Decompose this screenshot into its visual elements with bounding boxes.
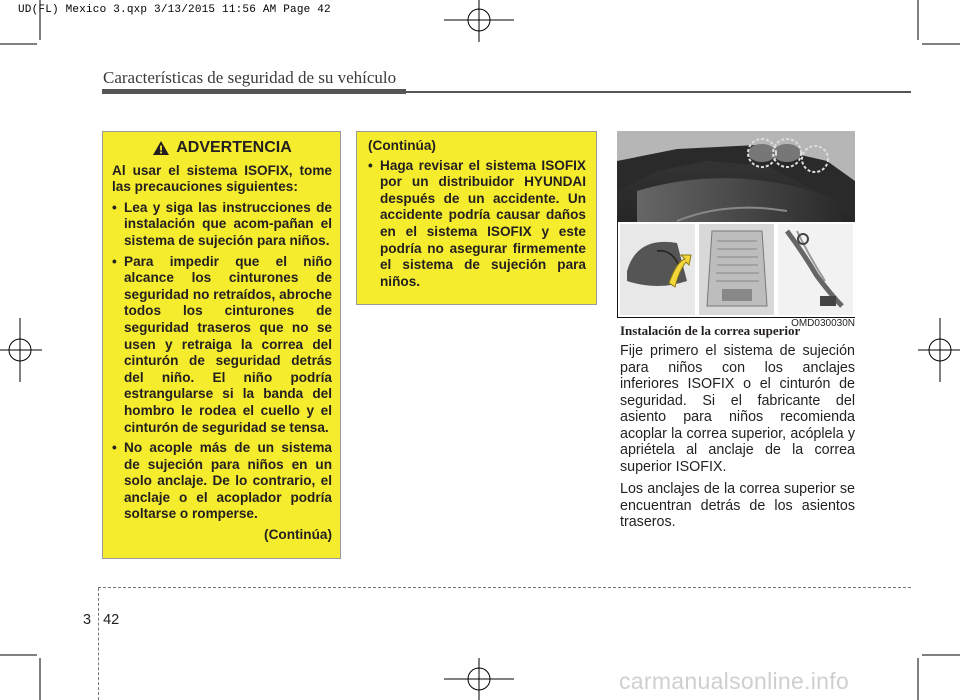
warning-box: [102, 131, 341, 559]
warning-cont-heading: (Continúa): [368, 138, 436, 153]
footer-divider: [98, 588, 99, 700]
footer-rule: [98, 587, 911, 588]
warning-continued: (Continúa): [264, 527, 332, 543]
site-watermark: carmanualsonline.info: [619, 668, 850, 694]
warning-cont-list: [368, 158, 586, 291]
title-rule-thin: [406, 91, 911, 93]
warning-heading-text: ADVERTENCIA: [176, 139, 292, 156]
chapter-number: 3: [83, 612, 92, 628]
warning-heading: [112, 140, 332, 157]
page-number-value: 42: [103, 612, 120, 628]
figure-caption: OMD030030N: [791, 318, 855, 329]
section-title: Características de seguridad de su vehículo: [103, 68, 397, 87]
warning-item: • No acople más de un sistema de sujeción para niños en un solo anclaje. De lo contrario, el anclaje o el acoplador podría soltarse o romperse.: [112, 440, 332, 523]
warning-box-continued: [356, 131, 597, 305]
paragraph: Fije primero el sistema de sujeción para niños con los anclajes inferiores ISOFIX o el cinturón de seguridad. Si el fabricante del asiento para niños recomienda acoplar la correa superior, acóplela y apriétela al anclaje de la correa superior ISOFIX.: [620, 343, 855, 475]
print-slug: UD(FL) Mexico 3.qxp 3/13/2015 11:56 AM Page 42: [18, 4, 331, 16]
warning-list: [112, 200, 332, 523]
page-number: [83, 612, 119, 628]
paragraph: Los anclajes de la correa superior se encuentran detrás de los asientos traseros.: [620, 481, 855, 530]
warning-item: • Para impedir que el niño alcance los cinturones de seguridad no retraídos, abroche todos los cinturones de seguridad traseros que no se usen y retraiga la correa del cinturón de seguridad detrás del niño. El niño podría estrangularse si la banda del hombro le rodea el cuello y el cinturón de seguridad se tensa.: [112, 254, 332, 437]
warning-item: • Lea y siga las instrucciones de instalación que acom-pañan el sistema de sujeción para niños.: [112, 200, 332, 250]
subheading: Instalación de la correa superior: [620, 323, 801, 338]
body-text: [620, 343, 855, 537]
rear-seat-illustration: [617, 131, 855, 318]
warning-cont-item: • Haga revisar el sistema ISOFIX por un distribuidor HYUNDAI después de un accidente. Un accidente podría causar daños en el sistema ISOFIX y este podría no asegurar firmemente el sistema de sujeción para niños.: [368, 158, 586, 291]
warning-triangle-icon: [152, 140, 170, 156]
tether-anchor-photo: [617, 131, 855, 318]
title-rule-thick: [102, 89, 406, 94]
warning-intro: Al usar el sistema ISOFIX, tome las precauciones siguientes:: [112, 162, 332, 195]
